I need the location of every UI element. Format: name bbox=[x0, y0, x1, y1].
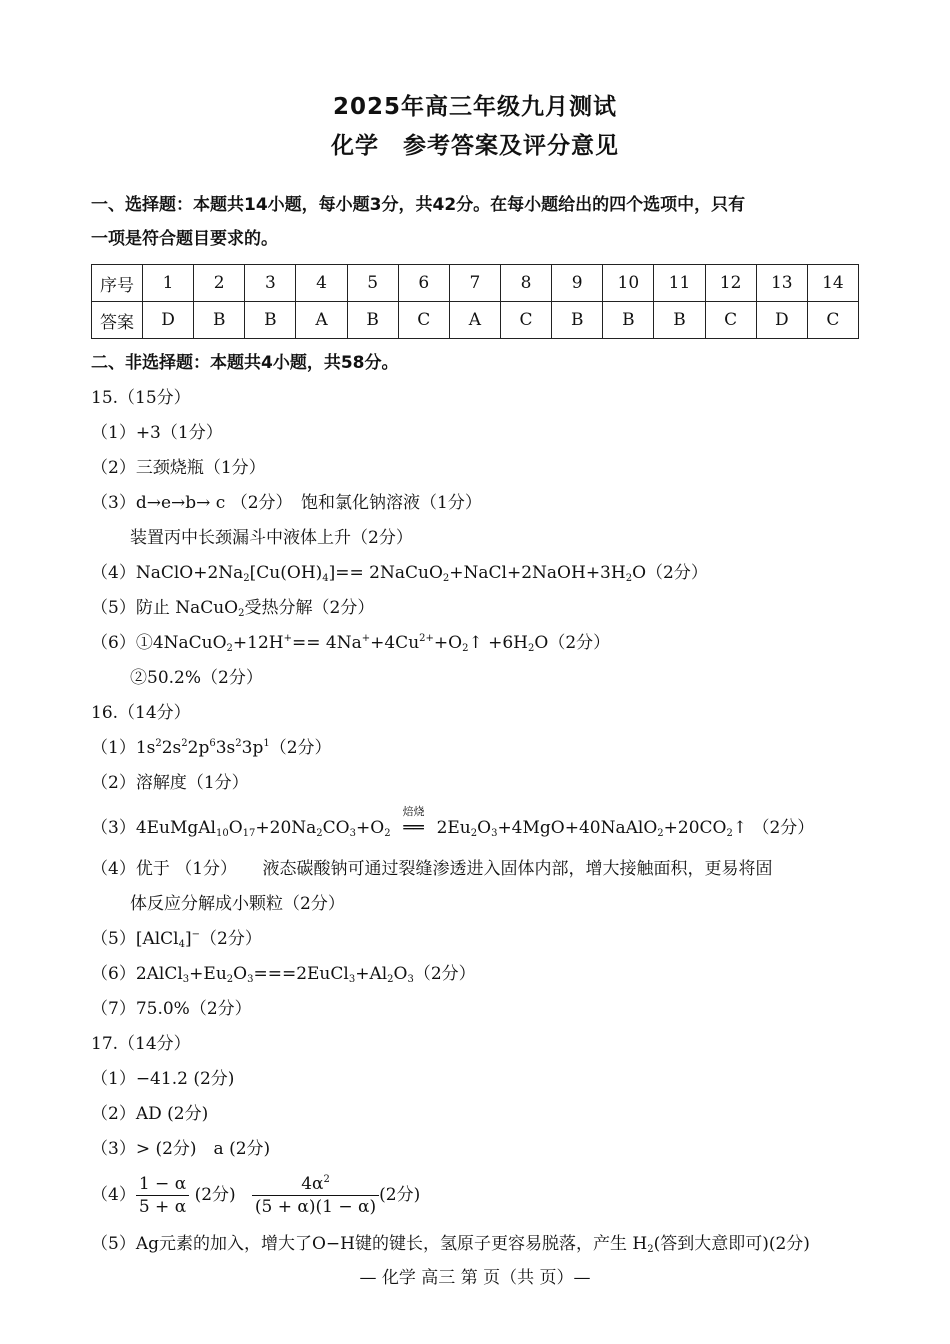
table-cell: B bbox=[603, 302, 654, 339]
table-cell: 3 bbox=[245, 265, 296, 302]
table-cell: C bbox=[398, 302, 449, 339]
q15-answer-3b: 装置丙中长颈漏斗中液体上升（2分） bbox=[130, 528, 413, 548]
table-row-numbers bbox=[92, 265, 859, 302]
section1-intro: 一、选择题：本题共14小题，每小题3分，共42分。在每小题给出的四个选项中，只有 一项是符合题目要求的。 bbox=[91, 195, 746, 249]
table-cell: 13 bbox=[756, 265, 807, 302]
table-cell: 8 bbox=[500, 265, 551, 302]
table-cell: 2 bbox=[194, 265, 245, 302]
q15-answer-1: （1）+3（1分） bbox=[91, 423, 223, 443]
q17-answer-3: （3）> (2分) a (2分) bbox=[91, 1139, 271, 1159]
table-cell: 12 bbox=[705, 265, 756, 302]
table-cell: 1 bbox=[143, 265, 194, 302]
q17-answer-5: （5）Ag元素的加入，增大了O−H键的键长，氢原子更容易脱落，产生 $H_2$(答到大意即可)(2分) bbox=[91, 1234, 810, 1255]
table-cell: 10 bbox=[603, 265, 654, 302]
table-cell: C bbox=[705, 302, 756, 339]
q15-answer-6b: ②50.2%（2分） bbox=[130, 668, 263, 688]
table-cell: 4 bbox=[296, 265, 347, 302]
q15-answer-5: （5）防止 NaCuO$_2$受热分解（2分） bbox=[91, 598, 375, 619]
q15-answer-6: （6）①4NaCuO$_2$+12H+== $4Na^++4Cu^{2+}+O_2↑ +6H_2O(2$分） bbox=[91, 633, 611, 654]
q17-answer-4: （4） $\frac{1 - \alpha}{5 + \alpha}$ (2分) $\frac{4\alpha^2}{(5 + \alpha)(1 - \alpha)}$ (2分) bbox=[91, 1174, 421, 1217]
page-footer: — 化学 高三 第 页（共 页）— bbox=[359, 1268, 591, 1288]
table-cell: 9 bbox=[552, 265, 603, 302]
q16-heading: 16.（14分） bbox=[91, 703, 191, 723]
reaction-condition-sign: 焙烧 ══ bbox=[402, 805, 425, 838]
table-cell: 11 bbox=[654, 265, 705, 302]
table-cell: B bbox=[245, 302, 296, 339]
table-cell: D bbox=[756, 302, 807, 339]
table-header-answer: 答案 bbox=[92, 302, 143, 339]
q16-answer-6: $(6)2AlCl_3+Eu_2O_3===2EuCl_3+Al_2O_3(2$分） bbox=[91, 964, 476, 985]
q15-answer-3: （3）d→e→b→ c （2分） 饱和氯化钠溶液（1分） bbox=[91, 493, 482, 513]
table-cell: B bbox=[552, 302, 603, 339]
q16-answer-4: （4）优于 （1分） 液态碳酸钠可通过裂缝渗透进入固体内部，增大接触面积，更易将固 bbox=[91, 859, 773, 879]
q16-answer-5: （5）[AlCl$_4$]−（2分） bbox=[91, 929, 262, 950]
table-cell: C bbox=[500, 302, 551, 339]
answer-table bbox=[91, 264, 859, 339]
page-title: 2025年高三年级九月测试 bbox=[332, 94, 617, 120]
table-header-number: 序号 bbox=[92, 265, 143, 302]
q16-answer-1: $(1)1s^22s^22p^63s^23p^1(2$分） bbox=[91, 738, 332, 758]
table-cell: 6 bbox=[398, 265, 449, 302]
q16-answer-7: （7）75.0%（2分） bbox=[91, 999, 252, 1019]
q15-heading: 15.（15分） bbox=[91, 388, 191, 408]
page-subtitle: 化学 参考答案及评分意见 bbox=[331, 133, 619, 159]
q16-answer-2: （2）溶解度（1分） bbox=[91, 773, 249, 793]
fraction-1: $\frac{1 - \alpha}{5 + \alpha}$ bbox=[136, 1173, 189, 1218]
table-cell: B bbox=[654, 302, 705, 339]
q17-answer-2: （2）AD (2分) bbox=[91, 1104, 209, 1124]
q16-answer-4b: 体反应分解成小颗粒（2分） bbox=[130, 894, 345, 914]
section2-intro: 二、非选择题：本题共4小题，共58分。 bbox=[91, 353, 399, 373]
q15-answer-4: $(4)NaClO+2Na_2[Cu(OH)_4]==$ $2NaCuO_2+NaCl+2NaOH+3H_2O(2$分） bbox=[91, 563, 708, 584]
q17-heading: 17.（14分） bbox=[91, 1034, 191, 1054]
table-cell: A bbox=[449, 302, 500, 339]
table-cell: A bbox=[296, 302, 347, 339]
table-cell: D bbox=[143, 302, 194, 339]
table-cell: 14 bbox=[807, 265, 858, 302]
table-cell: 5 bbox=[347, 265, 398, 302]
table-cell: 7 bbox=[449, 265, 500, 302]
q15-answer-2: （2）三颈烧瓶（1分） bbox=[91, 458, 266, 478]
q17-answer-1: （1）−41.2 (2分) bbox=[91, 1069, 235, 1089]
table-cell: B bbox=[347, 302, 398, 339]
table-cell: B bbox=[194, 302, 245, 339]
table-row-answers bbox=[92, 302, 859, 339]
fraction-2: $\frac{4\alpha^2}{(5 + \alpha)(1 - \alpha)}$ bbox=[252, 1173, 379, 1218]
table-cell: C bbox=[807, 302, 858, 339]
q16-answer-3: $(3)4EuMgAl_{10}O_{17}+20Na_2CO_3+O_2$ 焙烧 ══ $2Eu_2O_3+4MgO+40NaAlO_2+20CO_2↑$ （2分） bbox=[91, 805, 815, 839]
